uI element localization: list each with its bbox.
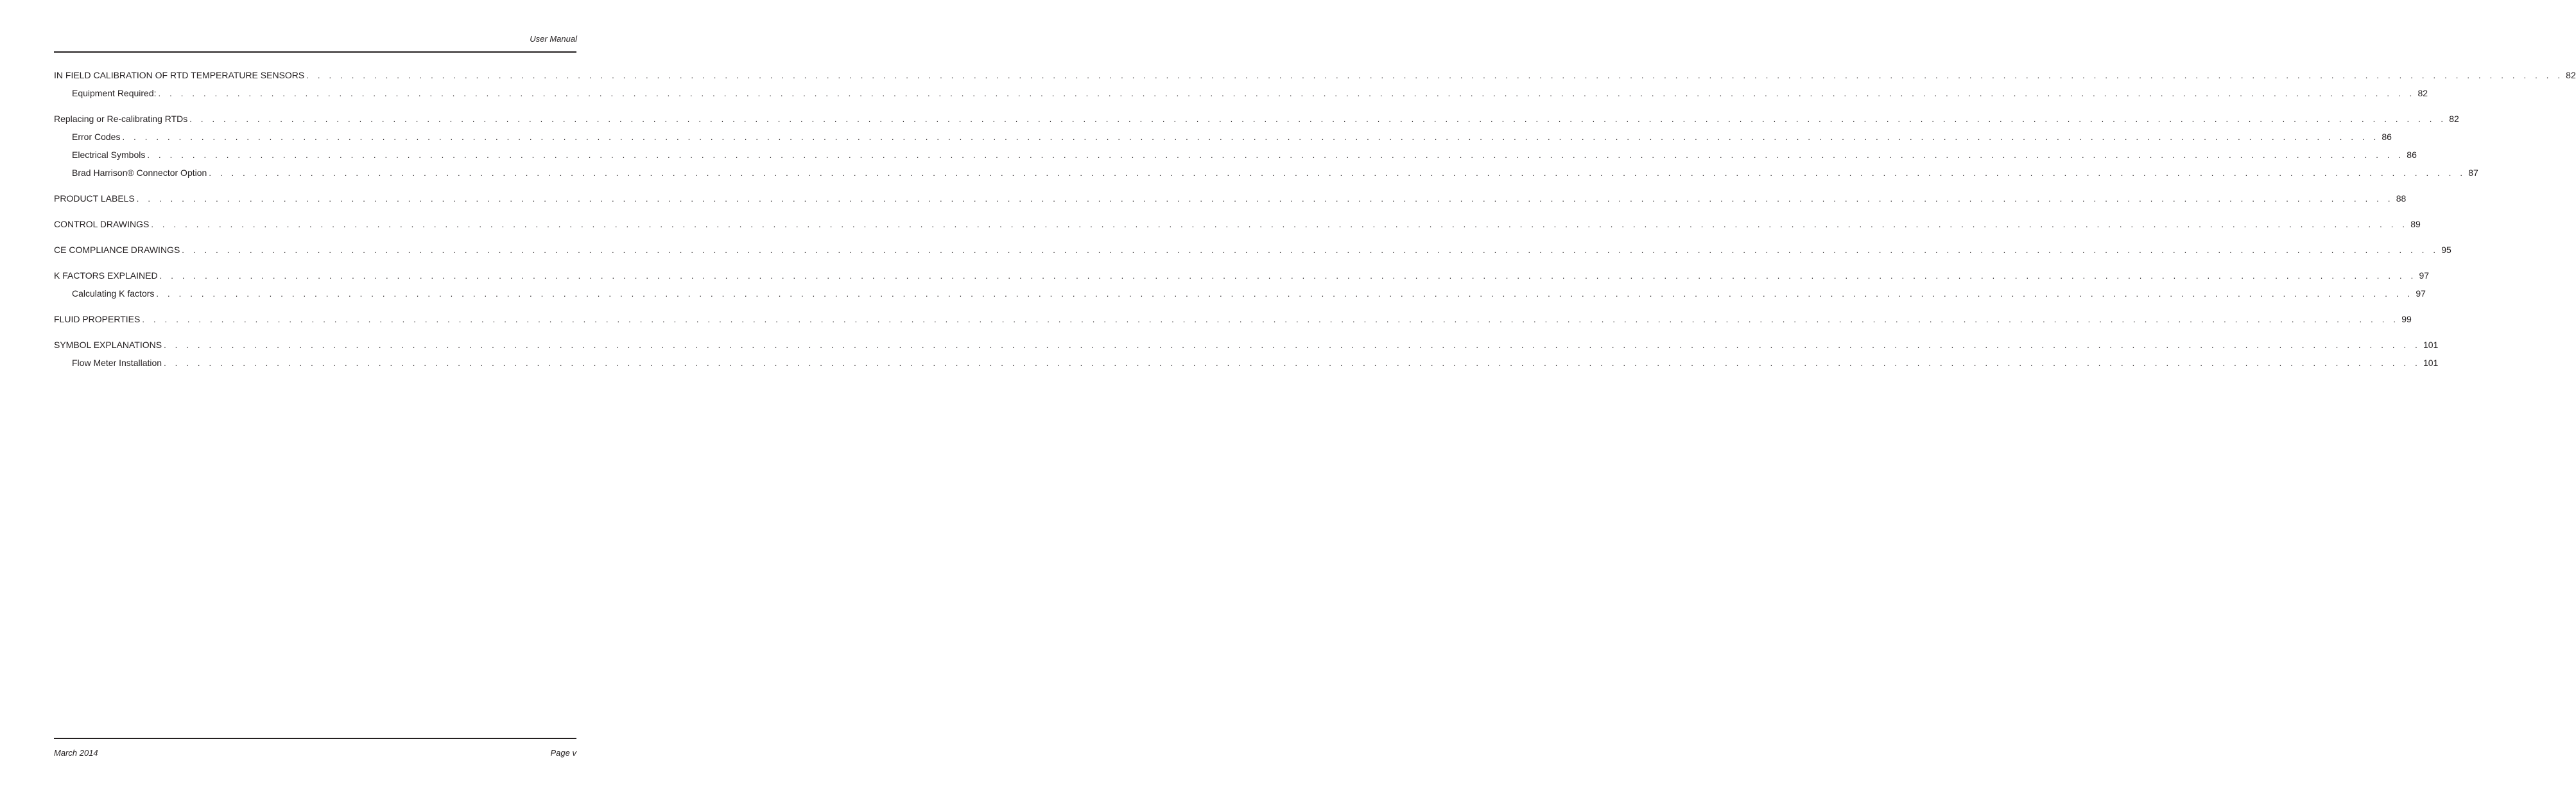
toc-entry-page: 88 — [2396, 193, 2407, 204]
footer-rule — [54, 738, 576, 739]
toc-entry-label: FLUID PROPERTIES — [54, 314, 141, 324]
toc-entry-page: 97 — [2416, 288, 2426, 299]
toc-entry-label: SYMBOL EXPLANATIONS — [54, 340, 162, 350]
toc-entry[interactable] — [54, 356, 2439, 369]
toc-entry-page: 86 — [2407, 150, 2417, 160]
toc-dot-leader: . . . . . . . . . . . . . . . . . . . . . . . . . . . . . . . . . . . . . . . . . . . . . . . . . . . . . . . . . . . . . . . . . . . . . . . . . . . . . . . . . . . . . . . . . . . . . . . . . . . . . . . . . . . . . . . . . . . . . . . . . . . . . . . . . . . . . . . . . . . . . . . . . . . . . . . . . . . . . . . . . . . . . . . . . . . . . . . . . . . . . . . . . . . . . . . . . . . . . . . . — [182, 245, 2439, 255]
toc-entry-page: 86 — [2382, 132, 2392, 142]
toc-dot-leader: . . . . . . . . . . . . . . . . . . . . . . . . . . . . . . . . . . . . . . . . . . . . . . . . . . . . . . . . . . . . . . . . . . . . . . . . . . . . . . . . . . . . . . . . . . . . . . . . . . . . . . . . . . . . . . . . . . . . . . . . . . . . . . . . . . . . . . . . . . . . . . . . . . . . . . . . . . . . . . . . . . . . . . . . . . . . . . . . . . . . . . . . . . . . . . . . . . . . . . . . — [189, 114, 2447, 124]
footer-page-number: Page v — [550, 748, 576, 758]
toc-entry[interactable] — [54, 87, 2428, 100]
toc-entry-label: Brad Harrison® Connector Option — [72, 168, 207, 178]
toc-entry-label: Flow Meter Installation — [72, 358, 162, 368]
toc-dot-leader: . . . . . . . . . . . . . . . . . . . . . . . . . . . . . . . . . . . . . . . . . . . . . . . . . . . . . . . . . . . . . . . . . . . . . . . . . . . . . . . . . . . . . . . . . . . . . . . . . . . . . . . . . . . . . . . . . . . . . . . . . . . . . . . . . . . . . . . . . . . . . . . . . . . . . . . . . . . . . . . . . . . . . . . . . . . . . . . . . . . . . . . . . . . . . . . . . . . . . . . . — [136, 194, 2394, 204]
toc-entry-page: 82 — [2417, 88, 2428, 98]
toc-entry-label: Replacing or Re-calibrating RTDs — [54, 114, 188, 124]
toc-entry-page: 99 — [2401, 314, 2412, 324]
toc-dot-leader: . . . . . . . . . . . . . . . . . . . . . . . . . . . . . . . . . . . . . . . . . . . . . . . . . . . . . . . . . . . . . . . . . . . . . . . . . . . . . . . . . . . . . . . . . . . . . . . . . . . . . . . . . . . . . . . . . . . . . . . . . . . . . . . . . . . . . . . . . . . . . . . . . . . . . . . . . . . . . . . . . . . . . . . . . . . . . . . . . . . . . . . . . . . . . . . . . . . . . . . . — [151, 220, 2408, 229]
header-title: User Manual — [530, 34, 577, 44]
toc-entry[interactable] — [54, 130, 2392, 143]
toc-entry[interactable] — [54, 218, 2421, 231]
toc-entry[interactable] — [54, 269, 2430, 282]
toc-entry[interactable] — [54, 243, 2451, 256]
toc-entry-label: Calculating K factors — [72, 288, 155, 299]
toc-entry-label: Equipment Required: — [72, 88, 157, 98]
toc-dot-leader: . . . . . . . . . . . . . . . . . . . . . . . . . . . . . . . . . . . . . . . . . . . . . . . . . . . . . . . . . . . . . . . . . . . . . . . . . . . . . . . . . . . . . . . . . . . . . . . . . . . . . . . . . . . . . . . . . . . . . . . . . . . . . . . . . . . . . . . . . . . . . . . . . . . . . . . . . . . . . . . . . . . . . . . . . . . . . . . . . . . . . . . . . . . . . . . . . . . . . . . . — [158, 89, 2416, 98]
toc-entry[interactable] — [54, 69, 2576, 82]
toc-dot-leader: . . . . . . . . . . . . . . . . . . . . . . . . . . . . . . . . . . . . . . . . . . . . . . . . . . . . . . . . . . . . . . . . . . . . . . . . . . . . . . . . . . . . . . . . . . . . . . . . . . . . . . . . . . . . . . . . . . . . . . . . . . . . . . . . . . . . . . . . . . . . . . . . . . . . . . . . . . . . . . . . . . . . . . . . . . . . . . . . . . . . . . . . . . . . . . . . . . . . . . . . — [306, 71, 2564, 80]
toc-entry-label: Error Codes — [72, 132, 121, 142]
toc-entry-label: K FACTORS EXPLAINED — [54, 270, 158, 281]
toc-entry[interactable] — [54, 338, 2439, 351]
toc-entry-page: 97 — [2419, 270, 2430, 281]
toc-dot-leader: . . . . . . . . . . . . . . . . . . . . . . . . . . . . . . . . . . . . . . . . . . . . . . . . . . . . . . . . . . . . . . . . . . . . . . . . . . . . . . . . . . . . . . . . . . . . . . . . . . . . . . . . . . . . . . . . . . . . . . . . . . . . . . . . . . . . . . . . . . . . . . . . . . . . . . . . . . . . . . . . . . . . . . . . . . . . . . . . . . . . . . . . . . . . . . . . . . . . . . . . — [164, 358, 2421, 368]
header-rule — [54, 51, 576, 53]
toc-entry-page: 82 — [2449, 114, 2459, 124]
toc-entry[interactable] — [54, 192, 2407, 205]
toc-entry-label: CE COMPLIANCE DRAWINGS — [54, 245, 180, 255]
toc-entry-page: 89 — [2410, 219, 2421, 229]
toc-entry[interactable] — [54, 166, 2478, 179]
toc-dot-leader: . . . . . . . . . . . . . . . . . . . . . . . . . . . . . . . . . . . . . . . . . . . . . . . . . . . . . . . . . . . . . . . . . . . . . . . . . . . . . . . . . . . . . . . . . . . . . . . . . . . . . . . . . . . . . . . . . . . . . . . . . . . . . . . . . . . . . . . . . . . . . . . . . . . . . . . . . . . . . . . . . . . . . . . . . . . . . . . . . . . . . . . . . . . . . . . . . . . . . . . . — [159, 271, 2417, 281]
toc-entry[interactable] — [54, 287, 2426, 300]
toc-dot-leader: . . . . . . . . . . . . . . . . . . . . . . . . . . . . . . . . . . . . . . . . . . . . . . . . . . . . . . . . . . . . . . . . . . . . . . . . . . . . . . . . . . . . . . . . . . . . . . . . . . . . . . . . . . . . . . . . . . . . . . . . . . . . . . . . . . . . . . . . . . . . . . . . . . . . . . . . . . . . . . . . . . . . . . . . . . . . . . . . . . . . . . . . . . . . . . . . . . . . . . . . — [147, 150, 2405, 160]
toc-entry[interactable] — [54, 148, 2417, 161]
toc-entry-page: 82 — [2566, 70, 2576, 80]
toc-dot-leader: . . . . . . . . . . . . . . . . . . . . . . . . . . . . . . . . . . . . . . . . . . . . . . . . . . . . . . . . . . . . . . . . . . . . . . . . . . . . . . . . . . . . . . . . . . . . . . . . . . . . . . . . . . . . . . . . . . . . . . . . . . . . . . . . . . . . . . . . . . . . . . . . . . . . . . . . . . . . . . . . . . . . . . . . . . . . . . . . . . . . . . . . . . . . . . . . . . . . . . . . — [142, 315, 2399, 324]
toc-entry-page: 101 — [2423, 340, 2439, 350]
toc-entry-label: Electrical Symbols — [72, 150, 146, 160]
toc-dot-leader: . . . . . . . . . . . . . . . . . . . . . . . . . . . . . . . . . . . . . . . . . . . . . . . . . . . . . . . . . . . . . . . . . . . . . . . . . . . . . . . . . . . . . . . . . . . . . . . . . . . . . . . . . . . . . . . . . . . . . . . . . . . . . . . . . . . . . . . . . . . . . . . . . . . . . . . . . . . . . . . . . . . . . . . . . . . . . . . . . . . . . . . . . . . . . . . . . . . . . . . . — [164, 340, 2421, 350]
toc-entry-page: 101 — [2423, 358, 2439, 368]
toc-entry-label: CONTROL DRAWINGS — [54, 219, 150, 229]
toc-entry-page: 95 — [2441, 245, 2451, 255]
toc-dot-leader: . . . . . . . . . . . . . . . . . . . . . . . . . . . . . . . . . . . . . . . . . . . . . . . . . . . . . . . . . . . . . . . . . . . . . . . . . . . . . . . . . . . . . . . . . . . . . . . . . . . . . . . . . . . . . . . . . . . . . . . . . . . . . . . . . . . . . . . . . . . . . . . . . . . . . . . . . . . . . . . . . . . . . . . . . . . . . . . . . . . . . . . . . . . . . . . . . . . . . . . . — [156, 289, 2414, 299]
toc-entry[interactable] — [54, 112, 2459, 125]
toc-entry-label: IN FIELD CALIBRATION OF RTD TEMPERATURE SENSORS — [54, 70, 305, 80]
footer-date: March 2014 — [54, 748, 98, 758]
toc-entry[interactable] — [54, 313, 2412, 326]
toc-dot-leader: . . . . . . . . . . . . . . . . . . . . . . . . . . . . . . . . . . . . . . . . . . . . . . . . . . . . . . . . . . . . . . . . . . . . . . . . . . . . . . . . . . . . . . . . . . . . . . . . . . . . . . . . . . . . . . . . . . . . . . . . . . . . . . . . . . . . . . . . . . . . . . . . . . . . . . . . . . . . . . . . . . . . . . . . . . . . . . . . . . . . . . . . . . . . . . . . . . . . . . . . — [209, 168, 2466, 178]
toc-dot-leader: . . . . . . . . . . . . . . . . . . . . . . . . . . . . . . . . . . . . . . . . . . . . . . . . . . . . . . . . . . . . . . . . . . . . . . . . . . . . . . . . . . . . . . . . . . . . . . . . . . . . . . . . . . . . . . . . . . . . . . . . . . . . . . . . . . . . . . . . . . . . . . . . . . . . . . . . . . . . . . . . . . . . . . . . . . . . . . . . . . . . . . . . . . . . . . . . . . . . . . . . — [122, 132, 2380, 142]
toc-entry-label: PRODUCT LABELS — [54, 193, 135, 204]
toc-entry-page: 87 — [2468, 168, 2478, 178]
table-of-contents — [54, 69, 2576, 369]
